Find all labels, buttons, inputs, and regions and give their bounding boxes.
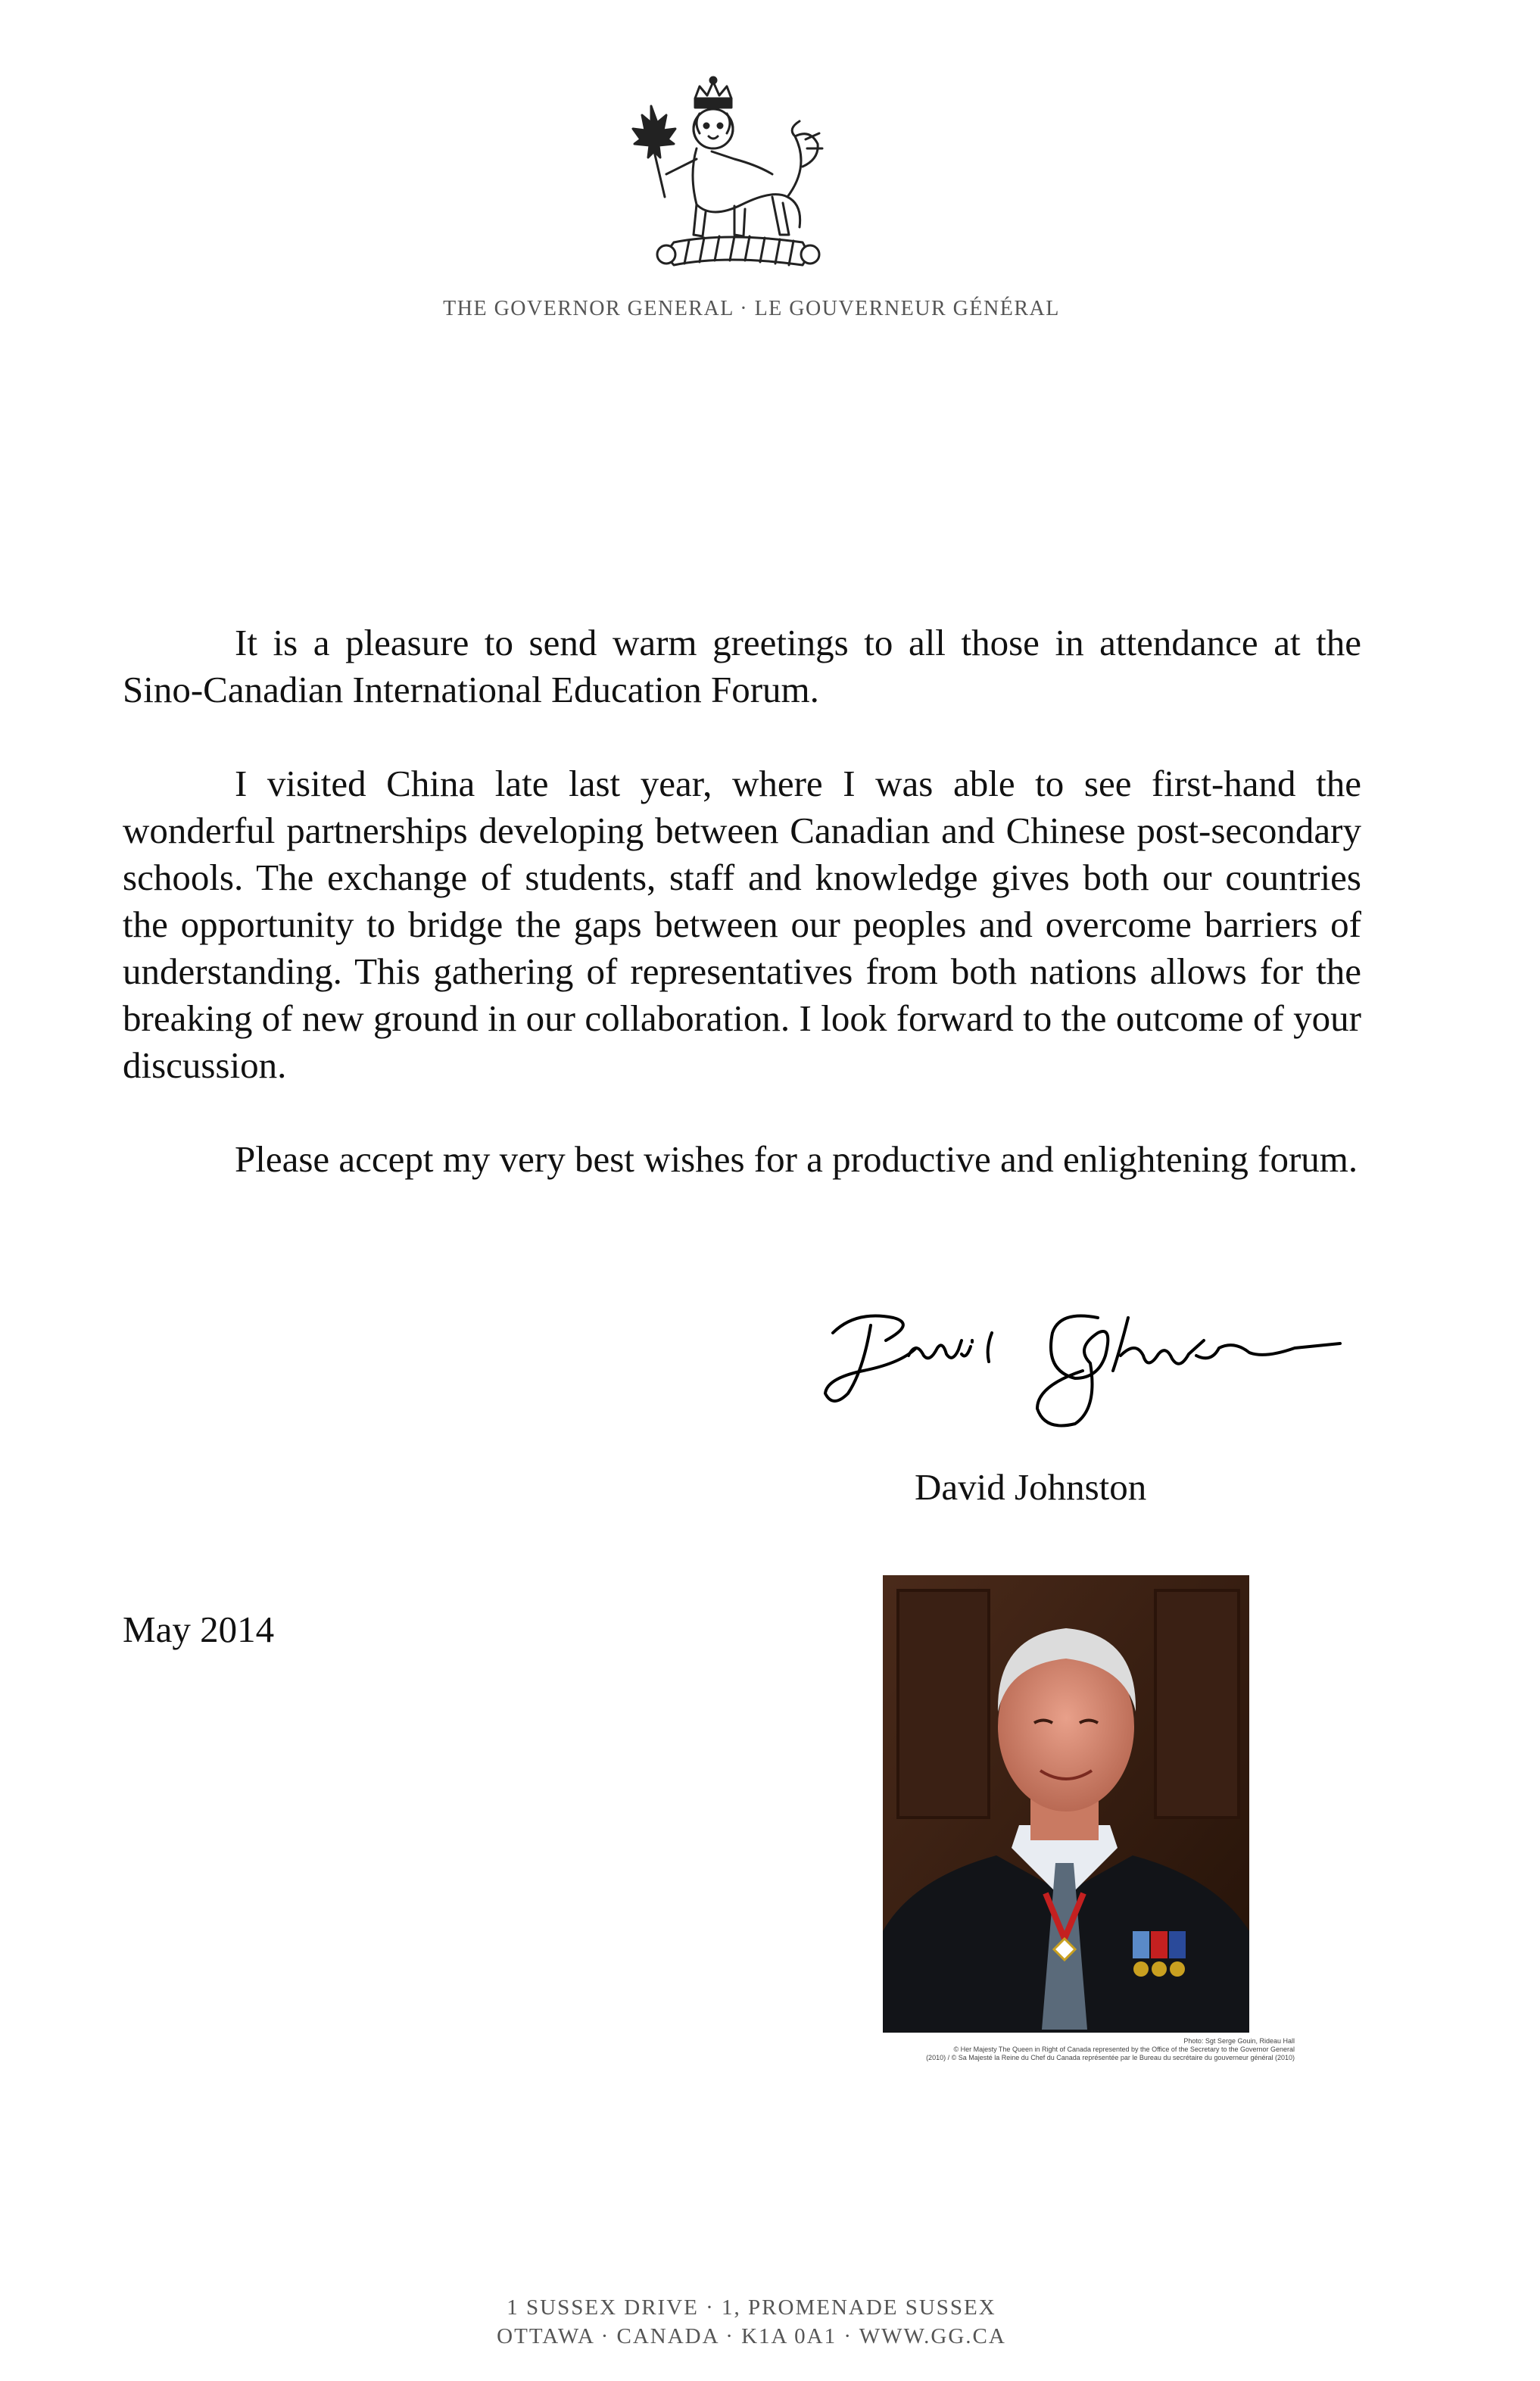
letter-date: May 2014	[123, 1609, 275, 1650]
paragraph-visit: I visited China late last year, where I was able to see first-hand the wonderful partnerships developing between Canadian and Chinese post-secondary schools. The exchange of students, staff and knowledge gives both our countries the opportunity to bridge the gaps between our peoples and overcome barriers of understanding. This gathering of representatives from both nations allows for the breaking of new ground in our collaboration. I look forward to the outcome of your discussion.	[123, 763, 1361, 1086]
paragraph-greeting: It is a pleasure to send warm greetings to all those in attendance at the Sino-Canadian International Education Forum.	[123, 622, 1361, 710]
letter-body	[123, 619, 1361, 1230]
paragraph-wishes: Please accept my very best wishes for a productive and enlightening forum.	[235, 1138, 1358, 1180]
footer-address	[0, 2293, 1503, 2351]
address-line: 1 SUSSEX DRIVE · 1, PROMENADE SUSSEX	[507, 2295, 996, 2320]
signer-name: David Johnston	[915, 1466, 1147, 1508]
photo-credit-line: Photo: Sgt Serge Gouin, Rideau Hall	[1183, 2037, 1295, 2045]
address-line: OTTAWA · CANADA · K1A 0A1 · WWW.GG.CA	[497, 2324, 1006, 2348]
photo-credit	[833, 2037, 1295, 2062]
office-title: THE GOVERNOR GENERAL · LE GOUVERNEUR GÉNÉRAL	[443, 297, 1060, 320]
photo-credit-line: (2010) / © Sa Majesté la Reine du Chef du Canada représentée par le Bureau du secrétaire du gouverneur général (2010)	[926, 2054, 1295, 2061]
governor-general-crest-icon	[621, 76, 833, 288]
portrait-photo	[883, 1575, 1249, 2033]
handwritten-signature	[810, 1287, 1355, 1439]
photo-credit-line: © Her Majesty The Queen in Right of Canada represented by the Office of the Secretary to the Governor General	[953, 2046, 1295, 2053]
